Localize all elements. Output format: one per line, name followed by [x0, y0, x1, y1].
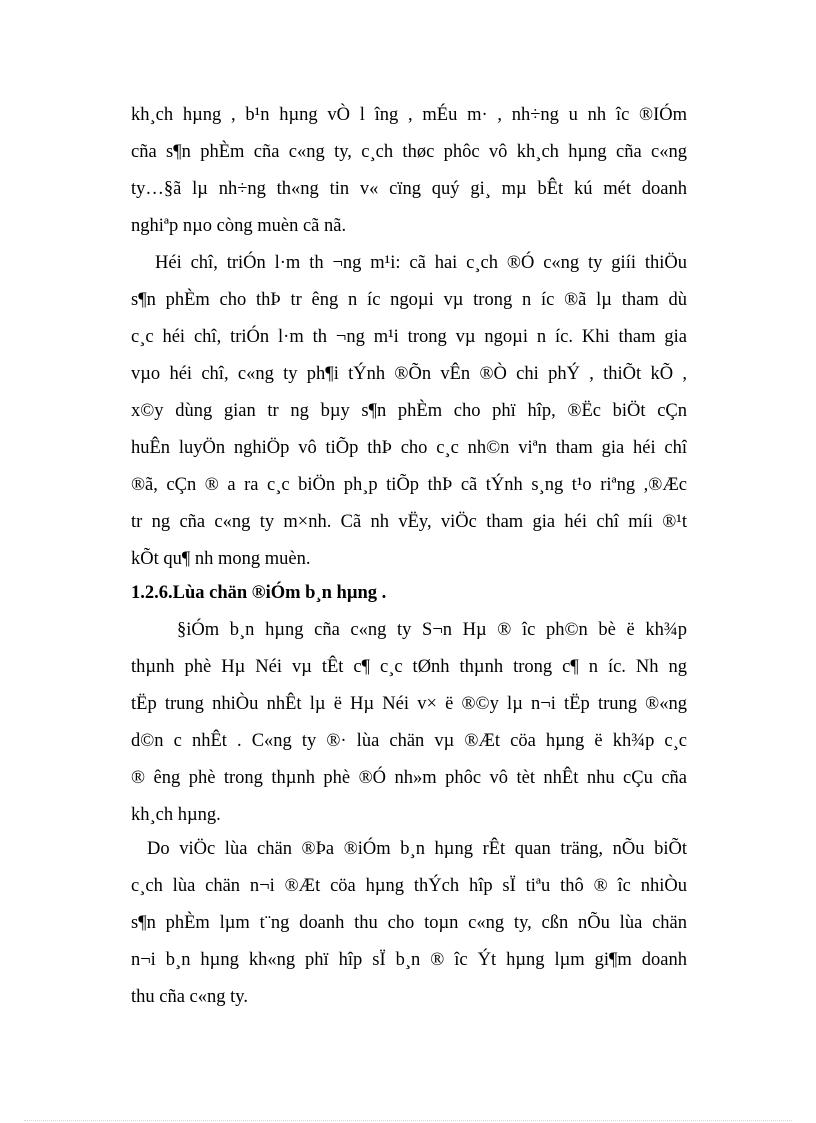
text-line: c¸c héi chî, triÓn l·m th ¬ng m¹i trong vµ ngoµi n íc. Khi tham gia	[131, 327, 687, 347]
text-line: d©n c nhÊt . C«ng ty ®· lùa chän vµ ®Æt cöa hµng ë kh¾p c¸c	[131, 731, 687, 751]
text-line: Héi chî, triÓn l·m th ¬ng m¹i: cã hai c¸ch ®Ó c«ng ty giíi thiÖu	[155, 253, 687, 273]
text-line: vµo héi chî, c«ng ty ph¶i tÝnh ®Õn vÊn ®Ò chi phÝ , thiÕt kÕ ,	[131, 364, 687, 384]
text-line: n¬i b¸n hµng kh«ng phï hîp sÏ b¸n ® îc Ýt hµng lµm gi¶m doanh	[131, 950, 687, 970]
text-line: x©y dùng gian tr ng bµy s¶n phÈm cho phï hîp, ®Ëc biÖt cÇn	[131, 401, 687, 421]
text-line: kh¸ch hµng , b¹n hµng vÒ l îng , mÉu m· , nh÷ng u nh îc ®IÓm	[131, 105, 687, 125]
text-line: ty…§ã lµ nh÷ng th«ng tin v« cïng quý gi¸ mµ bÊt kú mét doanh	[131, 179, 687, 199]
text-line: ® êng phè trong thµnh phè ®Ó nh»m phôc vô tèt nhÊt nhu cÇu cña	[131, 768, 687, 788]
text-line: Do viÖc lùa chän ®Þa ®iÓm b¸n hµng rÊt quan träng, nÕu biÕt	[147, 839, 687, 859]
section-heading-block	[131, 575, 687, 612]
text-line: kÕt qu¶ nh mong muèn.	[131, 549, 311, 569]
paragraph-1	[131, 97, 687, 245]
text-line: kh¸ch hµng.	[131, 805, 221, 825]
text-line: thu cña c«ng ty.	[131, 987, 248, 1007]
text-line: thµnh phè Hµ Néi vµ tÊt c¶ c¸c tØnh thµnh trong c¶ n íc. Nh ng	[131, 657, 687, 677]
text-line: tËp trung nhiÒu nhÊt lµ ë Hµ Néi v× ë ®©y lµ n¬i tËp trung ®«ng	[131, 694, 687, 714]
section-heading: 1.2.6.Lùa chän ®iÓm b¸n hµng .	[131, 583, 387, 603]
text-line: c¸ch lùa chän n¬i ®Æt cöa hµng thÝch hîp sÏ tiªu thô ® îc nhiÒu	[131, 876, 687, 896]
text-line: s¶n phÈm lµm t¨ng doanh thu cho toµn c«ng ty, cßn nÕu lùa chän	[131, 913, 687, 933]
page-bottom-divider	[24, 1120, 792, 1121]
text-line: ®ã, cÇn ® a ra c¸c biÖn ph¸p tiÕp thÞ cã tÝnh s¸ng t¹o riªng ,®Æc	[131, 475, 687, 495]
text-line: s¶n phÈm cho thÞ tr êng n íc ngoµi vµ trong n íc ®ã lµ tham dù	[131, 290, 687, 310]
paragraph-2	[131, 245, 687, 578]
text-line: cña s¶n phÈm cña c«ng ty, c¸ch thøc phôc vô kh¸ch hµng cña c«ng	[131, 142, 687, 162]
text-line: huÊn luyÖn nghiÖp vô tiÕp thÞ cho c¸c nh©n viªn tham gia héi chî	[131, 438, 687, 458]
paragraph-4	[131, 831, 687, 1016]
paragraph-3	[131, 612, 687, 834]
text-line: §iÓm b¸n hµng cña c«ng ty S¬n Hµ ® îc ph©n bè ë kh¾p	[177, 620, 687, 640]
text-line: nghiªp nµo còng muèn cã nã.	[131, 216, 347, 236]
text-line: tr ng cña c«ng ty m×nh. Cã nh vËy, viÖc tham gia héi chî míi ®¹t	[131, 512, 687, 532]
